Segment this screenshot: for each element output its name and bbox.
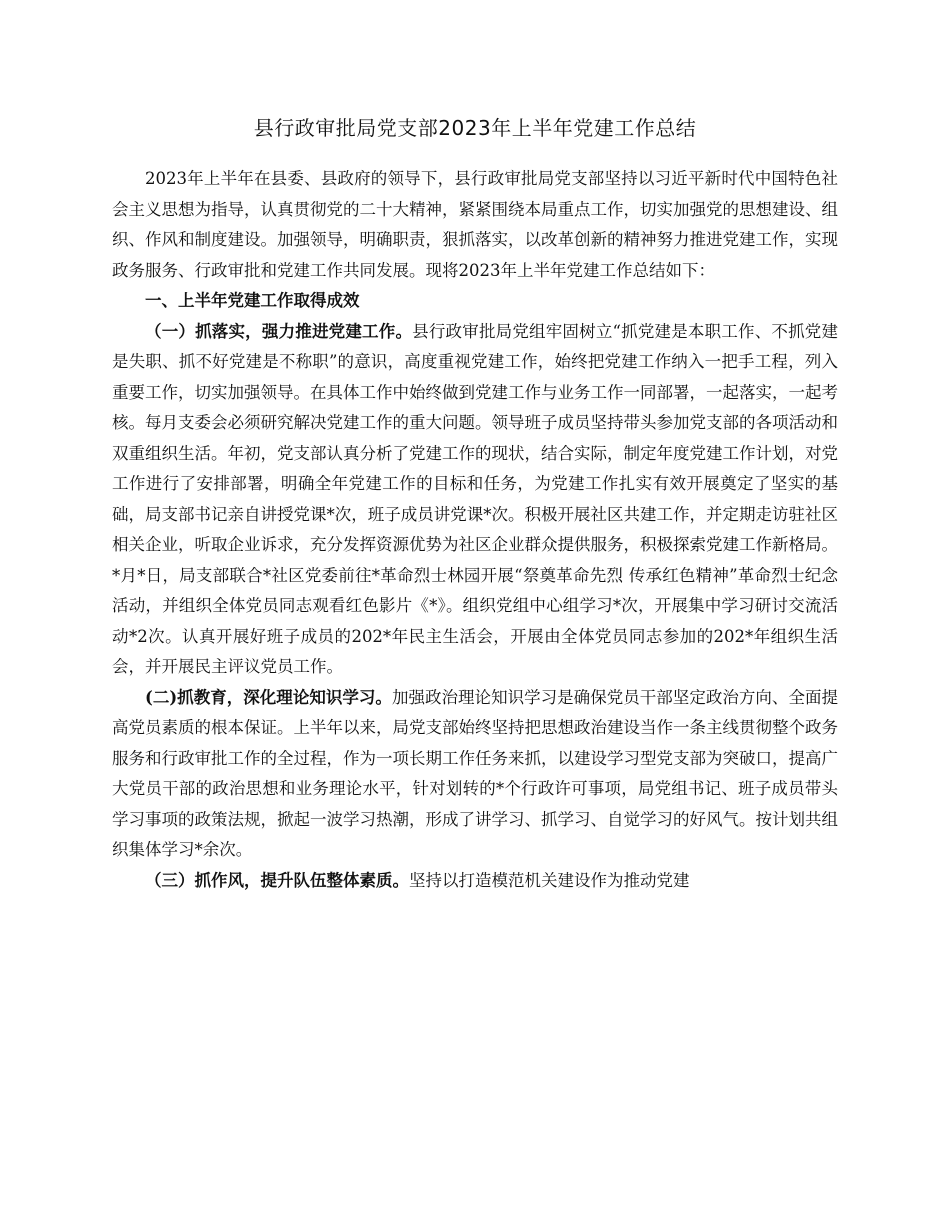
intro-paragraph: 2023年上半年在县委、县政府的领导下，县行政审批局党支部坚持以习近平新时代中国特色社会主义思想为指导，认真贯彻党的二十大精神，紧紧围绕本局重点工作，切实加强党的思想建设、组织、作风和制度建设。加强领导，明确职责，狠抓落实，以改革创新的精神努力推进党建工作，实现政务服务、行政审批和党建工作共同发展。现将2023年上半年党建工作总结如下： bbox=[112, 169, 838, 280]
item-lead-1: （一）抓落实，强力推进党建工作。 bbox=[145, 321, 413, 341]
item-body-1: 县行政审批局党组牢固树立“抓党建是本职工作、不抓党建是失职、抓不好党建是不称职”的意识，高度重视党建工作，始终把党建工作纳入一把手工程，列入重要工作，切实加强领导。在具体工作中始终做到党建工作与业务工作一同部署，一起落实，一起考核。每月支委会必须研究解决党建工作的重大问题。领导班子成员坚持带头参加党支部的各项活动和双重组织生活。年初，党支部认真分析了党建工作的现状，结合实际，制定年度党建工作计划，对党工作进行了安排部署，明确全年党建工作的目标和任务，为党建工作扎实有效开展奠定了坚实的基础，局支部书记亲自讲授党课*次，班子成员讲党课*次。积极开展社区共建工作，并定期走访驻社区相关企业，听取企业诉求，充分发挥资源优势为社区企业群众提供服务，积极探索党建工作新格局。*月*日，局支部联合*社区党委前往*革命烈士林园开展“祭奠革命先烈 传承红色精神”革命烈士纪念活动，并组织全体党员同志观看红色影片《*》。组织党组中心组学习*次，开展集中学习研讨交流活动*2次。认真开展好班子成员的202*年民主生活会，开展由全体党员同志参加的202*年组织生活会，并开展民主评议党员工作。 bbox=[112, 321, 839, 676]
item-lead-3: （三）抓作风，提升队伍整体素质。 bbox=[145, 870, 409, 890]
section-heading: 一、上半年党建工作取得成效 bbox=[145, 291, 360, 310]
document-page bbox=[112, 112, 838, 896]
item-paragraph-1 bbox=[112, 317, 838, 683]
document-title: 县行政审批局党支部2023年上半年党建工作总结 bbox=[253, 116, 697, 140]
item-lead-2: (二)抓教育，深化理论知识学习。 bbox=[145, 687, 392, 707]
item-body-2: 加强政治理论知识学习是确保党员干部坚定政治方向、全面提高党员素质的根本保证。上半年以来，局党支部始终坚持把思想政治建设当作一条主线贯彻整个政务服务和行政审批工作的全过程，作为一项长期工作任务来抓，以建设学习型党支部为突破口，提高广大党员干部的政治思想和业务理论水平，针对划转的*个行政许可事项，局党组书记、班子成员带头学习事项的政策法规，掀起一波学习热潮，形成了讲学习、抓学习、自觉学习的好风气。按计划共组织集体学习*余次。 bbox=[112, 687, 838, 859]
item-body-3: 坚持以打造模范机关建设作为推动党建 bbox=[409, 870, 690, 890]
item-paragraph-3 bbox=[112, 866, 838, 897]
item-paragraph-2 bbox=[112, 683, 838, 866]
